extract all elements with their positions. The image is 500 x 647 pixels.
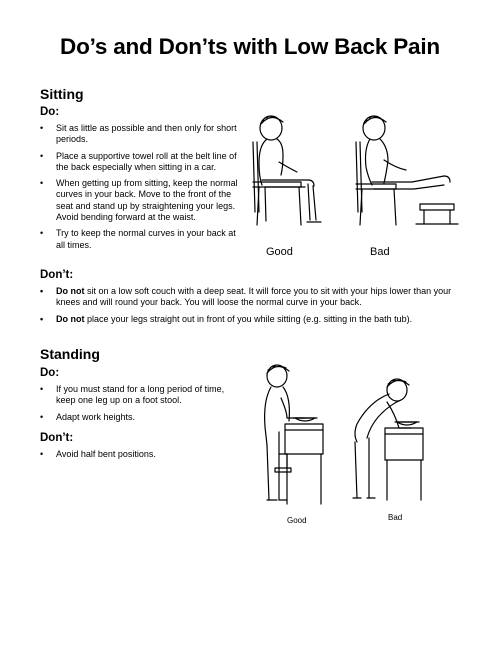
bullet: • xyxy=(40,449,44,459)
list-item: • Do not sit on a low soft couch with a deep seat. It will force you to sit with your hips lower than your knees and will round your back. You will loose the normal curve in your back. xyxy=(40,286,452,308)
standing-good-illustration xyxy=(255,362,335,507)
sitting-dont-label: Don’t: xyxy=(40,269,74,281)
caption-good-standing: Good xyxy=(287,516,307,525)
list-item: • When getting up from sitting, keep the normal curves in your back. Move to the front of the seat and stand up by straightening your legs. Avoid bending forward at the waist. xyxy=(40,178,238,223)
standing-heading: Standing xyxy=(40,346,100,362)
bullet: • xyxy=(40,313,44,324)
standing-bad-illustration xyxy=(345,372,430,517)
bullet: • xyxy=(40,411,44,422)
bullet: • xyxy=(40,178,44,189)
bullet: • xyxy=(40,123,44,133)
page-title: Do’s and Don’ts with Low Back Pain xyxy=(60,34,440,59)
bullet: • xyxy=(40,150,44,161)
list-item: • Try to keep the normal curves in your back at all times. xyxy=(40,228,236,250)
bullet: • xyxy=(40,286,44,296)
list-item: • Avoid half bent positions. xyxy=(40,449,156,459)
standing-dont-list xyxy=(40,449,245,465)
sitting-bad-illustration xyxy=(350,112,460,237)
caption-good-sitting: Good xyxy=(266,246,293,258)
list-item: • Adapt work heights. xyxy=(40,411,136,422)
bullet: • xyxy=(40,384,44,394)
standing-do-label: Do: xyxy=(40,367,60,379)
sitting-dont-list xyxy=(40,286,465,330)
sitting-do-list xyxy=(40,123,245,256)
caption-bad-sitting: Bad xyxy=(370,246,390,258)
standing-dont-label: Don’t: xyxy=(40,432,74,444)
sitting-do-label: Do: xyxy=(40,106,60,118)
sitting-good-illustration xyxy=(245,112,335,237)
bullet: • xyxy=(40,228,44,239)
caption-bad-standing: Bad xyxy=(388,513,403,522)
list-item: • Do not place your legs straight out in front of you while sitting (e.g. sitting in the bath tub). xyxy=(40,313,413,324)
list-item: • Sit as little as possible and then only for short periods. xyxy=(40,123,237,145)
list-item: • Place a supportive towel roll at the belt line of the back especially when sitting in a car. xyxy=(40,150,237,172)
sitting-heading: Sitting xyxy=(40,86,84,102)
list-item: • If you must stand for a long period of time, keep one leg up on a foot stool. xyxy=(40,384,225,406)
standing-do-list xyxy=(40,384,245,428)
